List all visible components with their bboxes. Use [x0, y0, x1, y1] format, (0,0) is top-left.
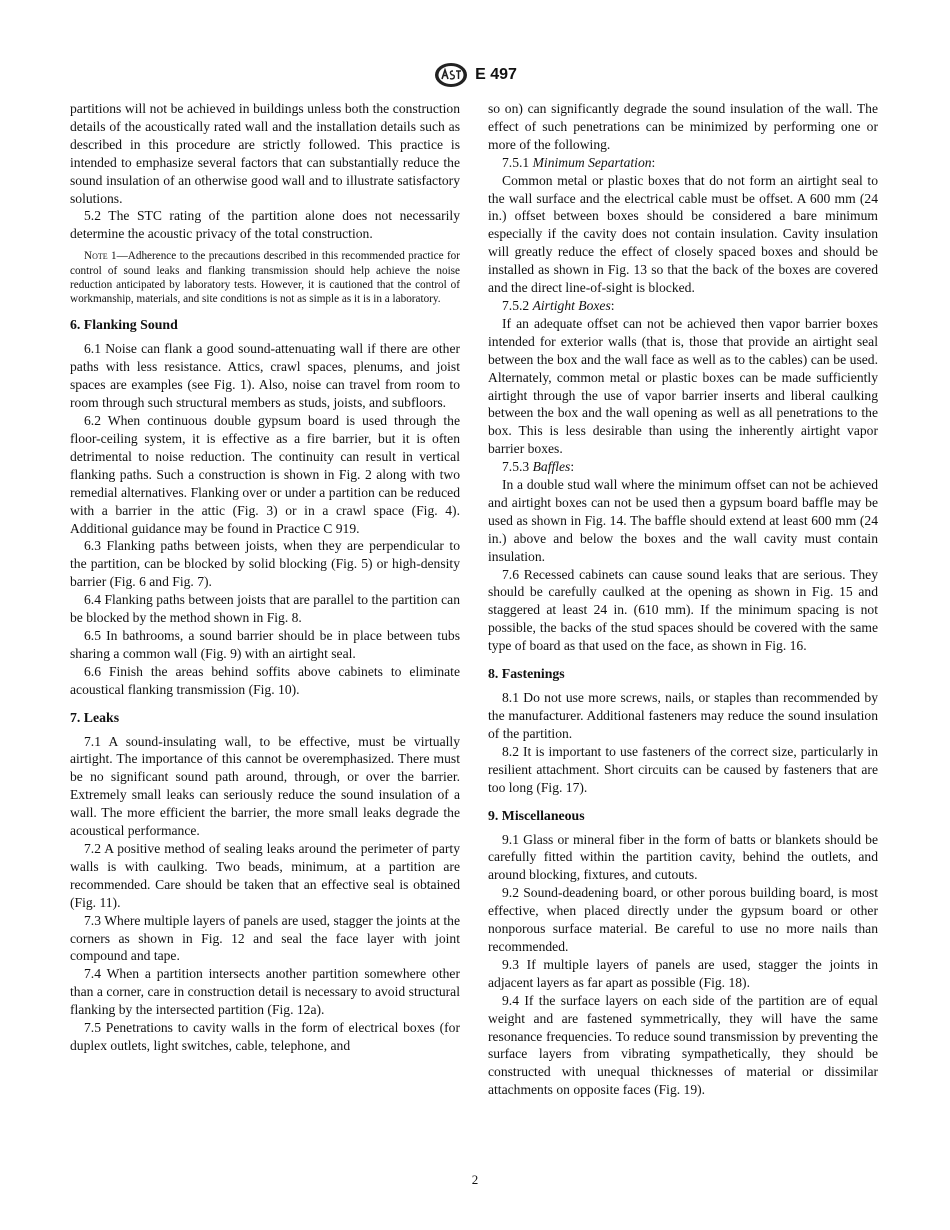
- paragraph-6-3: 6.3 Flanking paths between joists, when they are perpendicular to the partition, can be blocked by solid blocking (Fig. 5) or high-density barrier (Fig. 6 and Fig. 7).: [70, 538, 460, 590]
- subsection-number: 7.5.2: [502, 297, 533, 313]
- page-header: [0, 62, 950, 88]
- subsection-title: Baffles: [532, 459, 571, 475]
- standard-designation: E 497: [475, 66, 517, 83]
- paragraph-7-5-1: Common metal or plastic boxes that do not form an airtight seal to the wall surface and the electrical cable must be offset. A 600 mm (24 in.) offset between boxes should be considered a bare minimum especially if the cavity does not contain insulation. Cavity insulation will greatly reduce the effect of closely spaced boxes and should be installed as shown in Fig. 13 so that the back of the boxes are covered and the direct line-of-sight is blocked.: [488, 172, 878, 296]
- paragraph-9-3: 9.3 If multiple layers of panels are used, stagger the joints in adjacent layers as far apart as possible (Fig. 18).: [488, 956, 878, 990]
- subsection-7-5-2-heading: [488, 297, 878, 315]
- subsection-number: 7.5.1: [502, 154, 533, 170]
- paragraph-intro-continued: partitions will not be achieved in buildings unless both the construction details of the acoustically rated wall and the installation details such as described in this procedure are strictly followed. This practice is intended to emphasize several factors that can substantially reduce the sound insulation of an otherwise good wall and to illustrate satisfactory solutions.: [70, 101, 460, 206]
- subsection-colon: :: [570, 459, 575, 475]
- paragraph-5-2: 5.2 The STC rating of the partition alone does not necessarily determine the acoustic privacy of the total construction.: [70, 208, 460, 242]
- section-heading-8: 8. Fastenings: [488, 666, 565, 682]
- subsection-number: 7.5.3: [502, 459, 533, 475]
- left-column: [70, 100, 460, 1055]
- section-heading-7: 7. Leaks: [70, 709, 120, 725]
- section-heading-6: 6. Flanking Sound: [70, 317, 178, 333]
- paragraph-6-5: 6.5 In bathrooms, a sound barrier should be in place between tubs sharing a common wall (Fig. 9) with an airtight seal.: [70, 627, 460, 661]
- subsection-7-5-3-heading: [488, 458, 878, 476]
- paragraph-7-5: 7.5 Penetrations to cavity walls in the form of electrical boxes (for duplex outlets, light switches, cable, telephone, and: [70, 1020, 460, 1053]
- astm-logo-icon: [433, 62, 469, 88]
- paragraph-6-2: 6.2 When continuous double gypsum board is used through the floor-ceiling system, it is effective as a fire barrier, but it is often detrimental to noise reduction. The continuity can result in vertical flanking paths. Such a construction is shown in Fig. 2 along with two remedial alternatives. Flanking over or under a partition can be reduced with a barrier in the attic (Fig. 3) or in a crawl space (Fig. 4). Additional guidance may be found in Practice C 919.: [70, 413, 460, 536]
- note-text: 1—Adherence to the precautions described in this recommended practice for control of sound leaks and flanking transmission should help achieve the noise reduction anticipated by laboratory tests. However, it is cautioned that the control of workmanship, materials, and site conditions is not as simple as it is in a laboratory.: [70, 250, 460, 306]
- paragraph-6-1: 6.1 Noise can flank a good sound-attenuating wall if there are other paths with less resistance. Attics, crawl spaces, plenums, and joist spaces are examples (see Fig. 1). Also, noise can travel from room to room through such structural members as studs, joists, and subfloors.: [70, 341, 460, 411]
- subsection-title: Airtight Boxes: [532, 297, 611, 313]
- subsection-7-5-1-heading: [488, 154, 878, 172]
- paragraph-7-2: 7.2 A positive method of sealing leaks around the perimeter of party walls is with caulking. Two beads, minimum, at a partition are recommended. Care should be taken that an effective seal is obtained (Fig. 11).: [70, 841, 460, 910]
- subsection-colon: :: [651, 154, 656, 170]
- paragraph-7-5-2: If an adequate offset can not be achieved then vapor barrier boxes intended for exterior walls (that is, those that provide an airtight seal between the box and the wall face as well as to the cables) can be used. Alternately, common metal or plastic boxes can be made sufficiently airtight through the use of vapor barrier inserts and liberal caulking between the box and the wall opening as well as all penetrations to the box. This is less desirable than using the inherently airtight vapor barrier boxes.: [488, 315, 878, 457]
- paragraph-7-5-continued: so on) can significantly degrade the sound insulation of the wall. The effect of such penetrations can be minimized by performing one or more of the following.: [488, 101, 878, 152]
- subsection-title: Minimum Separtation: [532, 154, 652, 170]
- paragraph-6-6: 6.6 Finish the areas behind soffits above cabinets to eliminate acoustical flanking transmission (Fig. 10).: [70, 663, 460, 697]
- paragraph-7-5-3: In a double stud wall where the minimum offset can not be achieved and airtight boxes can not be used then a gypsum board baffle may be used as shown in Fig. 14. The baffle should extend at least 600 mm (24 in.) above and below the boxes and the wall cavity must contain insulation.: [488, 477, 878, 564]
- page-number: 2: [471, 1172, 479, 1187]
- subsection-colon: :: [610, 297, 615, 313]
- paragraph-8-1: 8.1 Do not use more screws, nails, or staples than recommended by the manufacturer. Additional fasteners may reduce the sound insulation of the partition.: [488, 690, 878, 741]
- paragraph-7-4: 7.4 When a partition intersects another partition somewhere other than a corner, care in construction detail is necessary to avoid structural flanking by the intersected partition (Fig. 12a).: [70, 966, 460, 1018]
- paragraph-7-1: 7.1 A sound-insulating wall, to be effective, must be virtually airtight. The importance of this cannot be overemphasized. There must be no significant sound path around, through, or over the barrier. Extremely small leaks can seriously reduce the sound insulation of a wall. The more efficient the barrier, the more small leaks degrade the acoustical performance.: [70, 733, 460, 839]
- paragraph-9-2: 9.2 Sound-deadening board, or other porous building board, is most effective, when placed directly under the gypsum board or other nonporous surface material. Be careful to use no more nails than recommended.: [488, 885, 878, 954]
- paragraph-7-6: 7.6 Recessed cabinets can cause sound leaks that are serious. They should be carefully caulked at the opening as shown in Fig. 15 and staggered at least 24 in. (610 mm). If the minimum spacing is not possible, the backs of the stud spaces should be covered with the same type of board as that used on the face, as shown in Fig. 16.: [488, 566, 878, 654]
- right-column: [488, 100, 878, 1099]
- section-heading-9: 9. Miscellaneous: [488, 807, 585, 823]
- note-1: [70, 249, 460, 306]
- paragraph-6-4: 6.4 Flanking paths between joists that are parallel to the partition can be blocked by the method shown in Fig. 8.: [70, 592, 460, 626]
- paragraph-9-4: 9.4 If the surface layers on each side of the partition are of equal weight and are fastened symmetrically, they will have the same resonance frequencies. To reduce sound transmission by preventing the surface layers from vibrating sympathetically, they should be constructed with unequal thicknesses of material or dissimilar attachments on opposite faces (Fig. 19).: [488, 992, 878, 1098]
- paragraph-8-2: 8.2 It is important to use fasteners of the correct size, particularly in resilient attachment. Short circuits can be caused by fasteners that are too long (Fig. 17).: [488, 743, 878, 795]
- note-label: Note: [84, 250, 108, 263]
- paragraph-7-3: 7.3 Where multiple layers of panels are used, stagger the joints at the corners as shown in Fig. 12 and seal the face layer with joint compound and tape.: [70, 912, 460, 964]
- paragraph-9-1: 9.1 Glass or mineral fiber in the form of batts or blankets should be carefully fitted within the partition cavity, behind the outlets, and around blocking, fixtures, and cutouts.: [488, 831, 878, 883]
